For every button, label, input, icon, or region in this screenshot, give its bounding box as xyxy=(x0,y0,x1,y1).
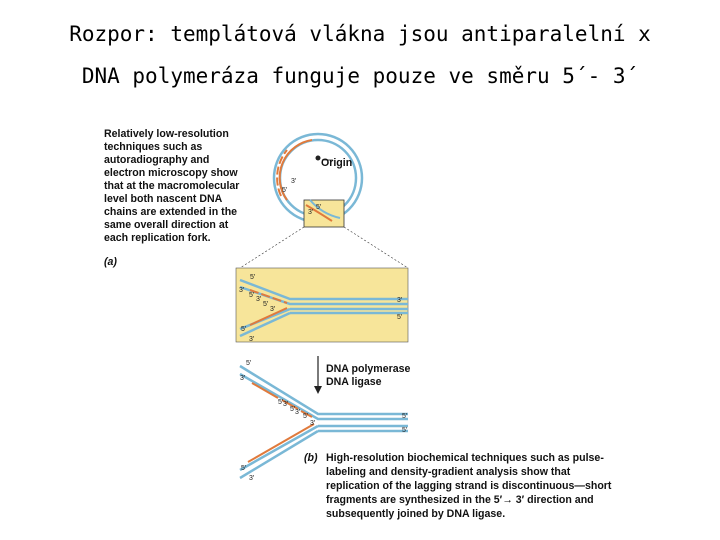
svg-text:3′: 3′ xyxy=(283,401,289,408)
svg-text:3′: 3′ xyxy=(240,375,246,382)
process-arrow xyxy=(314,356,410,394)
svg-text:5′: 5′ xyxy=(263,301,269,308)
svg-text:3′: 3′ xyxy=(308,209,314,216)
svg-text:5′: 5′ xyxy=(290,406,296,413)
slide-title-line-1: Rozpor: templátová vlákna jsou antiparalelní x xyxy=(69,22,651,46)
svg-text:5′: 5′ xyxy=(246,360,252,367)
svg-text:3′: 3′ xyxy=(295,409,301,416)
origin-label: Origin xyxy=(321,157,353,169)
caption-b: High-resolution biochemical techniques such as pulse- labeling and density-gradient analysis show that replication of the lagging strand is discontinuous—short fragments are synthesized in the 5′→ 3′ direction and subsequently joined by DNA ligase. xyxy=(326,452,612,520)
svg-text:3′: 3′ xyxy=(249,336,255,343)
svg-text:5′: 5′ xyxy=(303,413,309,420)
panel-a-label: (a) xyxy=(104,256,117,268)
svg-text:5′: 5′ xyxy=(282,187,288,194)
magnified-fork-panel xyxy=(236,268,408,343)
svg-text:DNA polymerase: DNA polymerase xyxy=(326,363,411,375)
svg-text:5′: 5′ xyxy=(241,465,247,472)
svg-text:5′: 5′ xyxy=(402,413,408,420)
caption-a: Relatively low-resolution techniques such as autoradiography and electron microscopy show that at the macromolecular level both nascent DNA chains are extended in the same overall direction at each replication fork. xyxy=(104,128,240,244)
svg-text:3′: 3′ xyxy=(397,297,403,304)
svg-text:3′: 3′ xyxy=(249,475,255,482)
svg-text:5′: 5′ xyxy=(241,326,247,333)
svg-text:5′: 5′ xyxy=(402,427,408,434)
panel-b-label: (b) xyxy=(304,452,318,464)
svg-text:3′: 3′ xyxy=(310,420,316,427)
svg-text:3′: 3′ xyxy=(256,296,262,303)
svg-text:DNA ligase: DNA ligase xyxy=(326,376,382,388)
origin-dot xyxy=(316,156,321,161)
slide-title-line-2: DNA polymeráza funguje pouze ve směru 5´- 3´ xyxy=(81,64,639,88)
svg-text:5′: 5′ xyxy=(397,314,403,321)
svg-text:5′: 5′ xyxy=(316,204,322,211)
svg-text:5′: 5′ xyxy=(249,292,255,299)
svg-text:3′: 3′ xyxy=(270,306,276,313)
svg-text:5′: 5′ xyxy=(278,399,284,406)
svg-text:5′: 5′ xyxy=(250,274,256,281)
svg-text:3′: 3′ xyxy=(291,178,297,185)
svg-text:3′: 3′ xyxy=(239,287,245,294)
